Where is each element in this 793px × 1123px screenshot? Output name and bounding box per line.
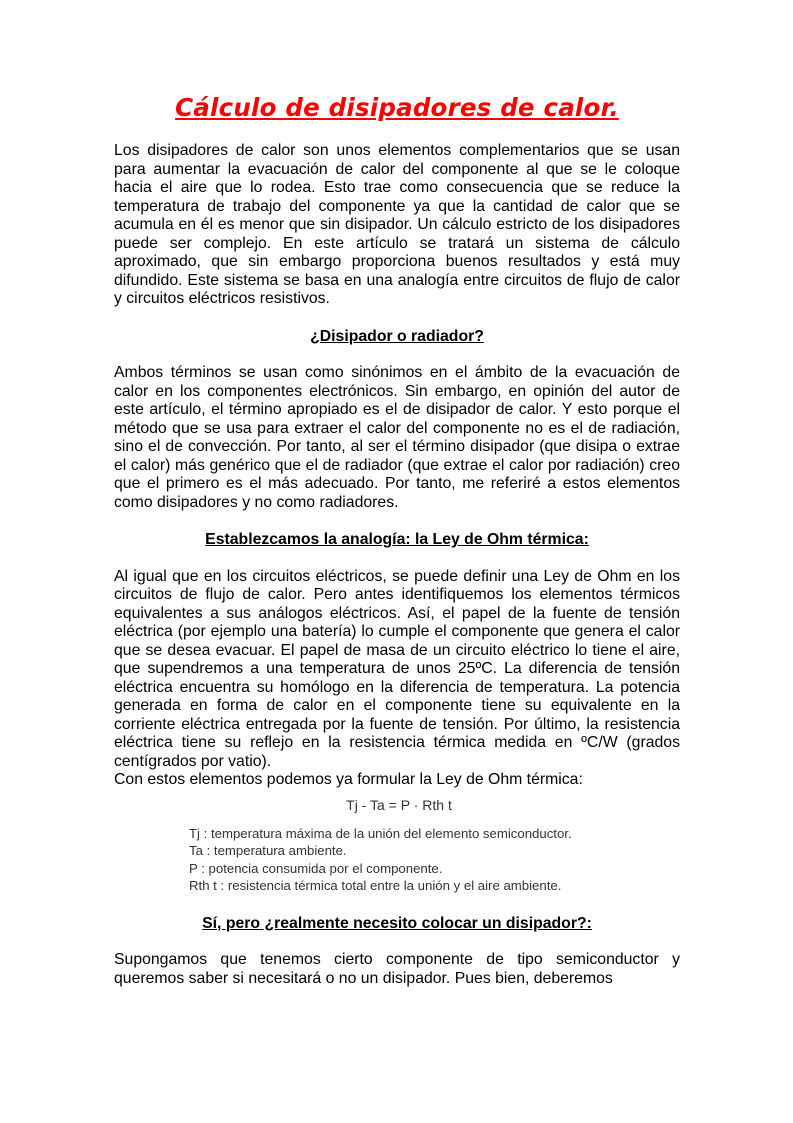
section-heading-disipador-radiador: ¿Disipador o radiador? (310, 327, 484, 345)
section-paragraph-disipador-radiador: Ambos términos se usan como sinónimos en el ámbito de la evacuación de calor en los componentes electrónicos. Sin embargo, en opinión del autor de este artículo, el término apropiado es el de disipador de calor. Y esto porque el método que se usa para extraer el calor del componente no es el de radiación, sino el de convección. Por tanto, al ser el término disipador (que disipa o extrae el calor) más genérico que el de radiador (que extrae el calor por radiación) creo que el primero es el más adecuado. Por tanto, me referiré a estos elementos como disipadores y no como radiadores. (114, 364, 680, 511)
section-paragraph-necesito-disipador: Supongamos que tenemos cierto componente de tipo semiconductor y queremos saber si necesitará o no un disipador. Pues bien, deberemos (114, 951, 680, 987)
legend-item-rth: Rth t : resistencia térmica total entre la unión y el aire ambiente. (189, 878, 562, 893)
legend-item-p: P : potencia consumida por el componente. (189, 860, 443, 876)
formula-intro: Con estos elementos podemos ya formular la Ley de Ohm térmica: (114, 771, 583, 788)
section-paragraph-ley-ohm-termica: Al igual que en los circuitos eléctricos, se puede definir una Ley de Ohm en los circuitos de flujo de calor. Pero antes identifiquemos los elementos térmicos equivalentes a sus análogos eléctricos. Así, el papel de la fuente de tensión eléctrica (por ejemplo una batería) lo cumple el componente que genera el calor que se desea evacuar. El papel de masa de un circuito eléctrico lo tiene el aire, que supendremos a una temperatura de unos 25ºC. La diferencia de tensión eléctrica encuentra su homólogo en la diferencia de temperatura. La potencia generada en forma de calor en el componente tiene su equivalente en la corriente eléctrica entregada por la fuente de tensión. Por último, la resistencia eléctrica tiene su reflejo en la resistencia térmica medida en ºC/W (grados centígrados por vatio). (114, 567, 680, 770)
thermal-ohm-formula: Tj - Ta = P · Rth t (346, 796, 452, 813)
document-page (114, 92, 680, 988)
section-heading-ley-ohm-termica: Establezcamos la analogía: la Ley de Ohm térmica: (205, 531, 589, 548)
formula-legend (189, 825, 680, 895)
intro-paragraph: Los disipadores de calor son unos elementos complementarios que se usan para aumentar la evacuación de calor del componente al que se le coloque hacia el aire que lo rodea. Esto trae como consecuencia que se reduce la temperatura de trabajo del componente ya que la cantidad de calor que se acumula en él es menor que sin disipador. Un cálculo estricto de los disipadores puede ser complejo. En este artículo se tratará un sistema de cálculo aproximado, que sin embargo proporciona buenos resultados y está muy difundido. Este sistema se basa en una analogía entre circuitos de flujo de calor y circuitos eléctricos resistivos. (114, 142, 680, 307)
section-heading-necesito-disipador: Sí, pero ¿realmente necesito colocar un disipador?: (202, 914, 592, 932)
document-title: Cálculo de disipadores de calor. (175, 93, 619, 122)
legend-item-tj: Tj : temperatura máxima de la unión del elemento semiconductor. (189, 825, 572, 841)
legend-item-ta: Ta : temperatura ambiente. (189, 843, 347, 858)
